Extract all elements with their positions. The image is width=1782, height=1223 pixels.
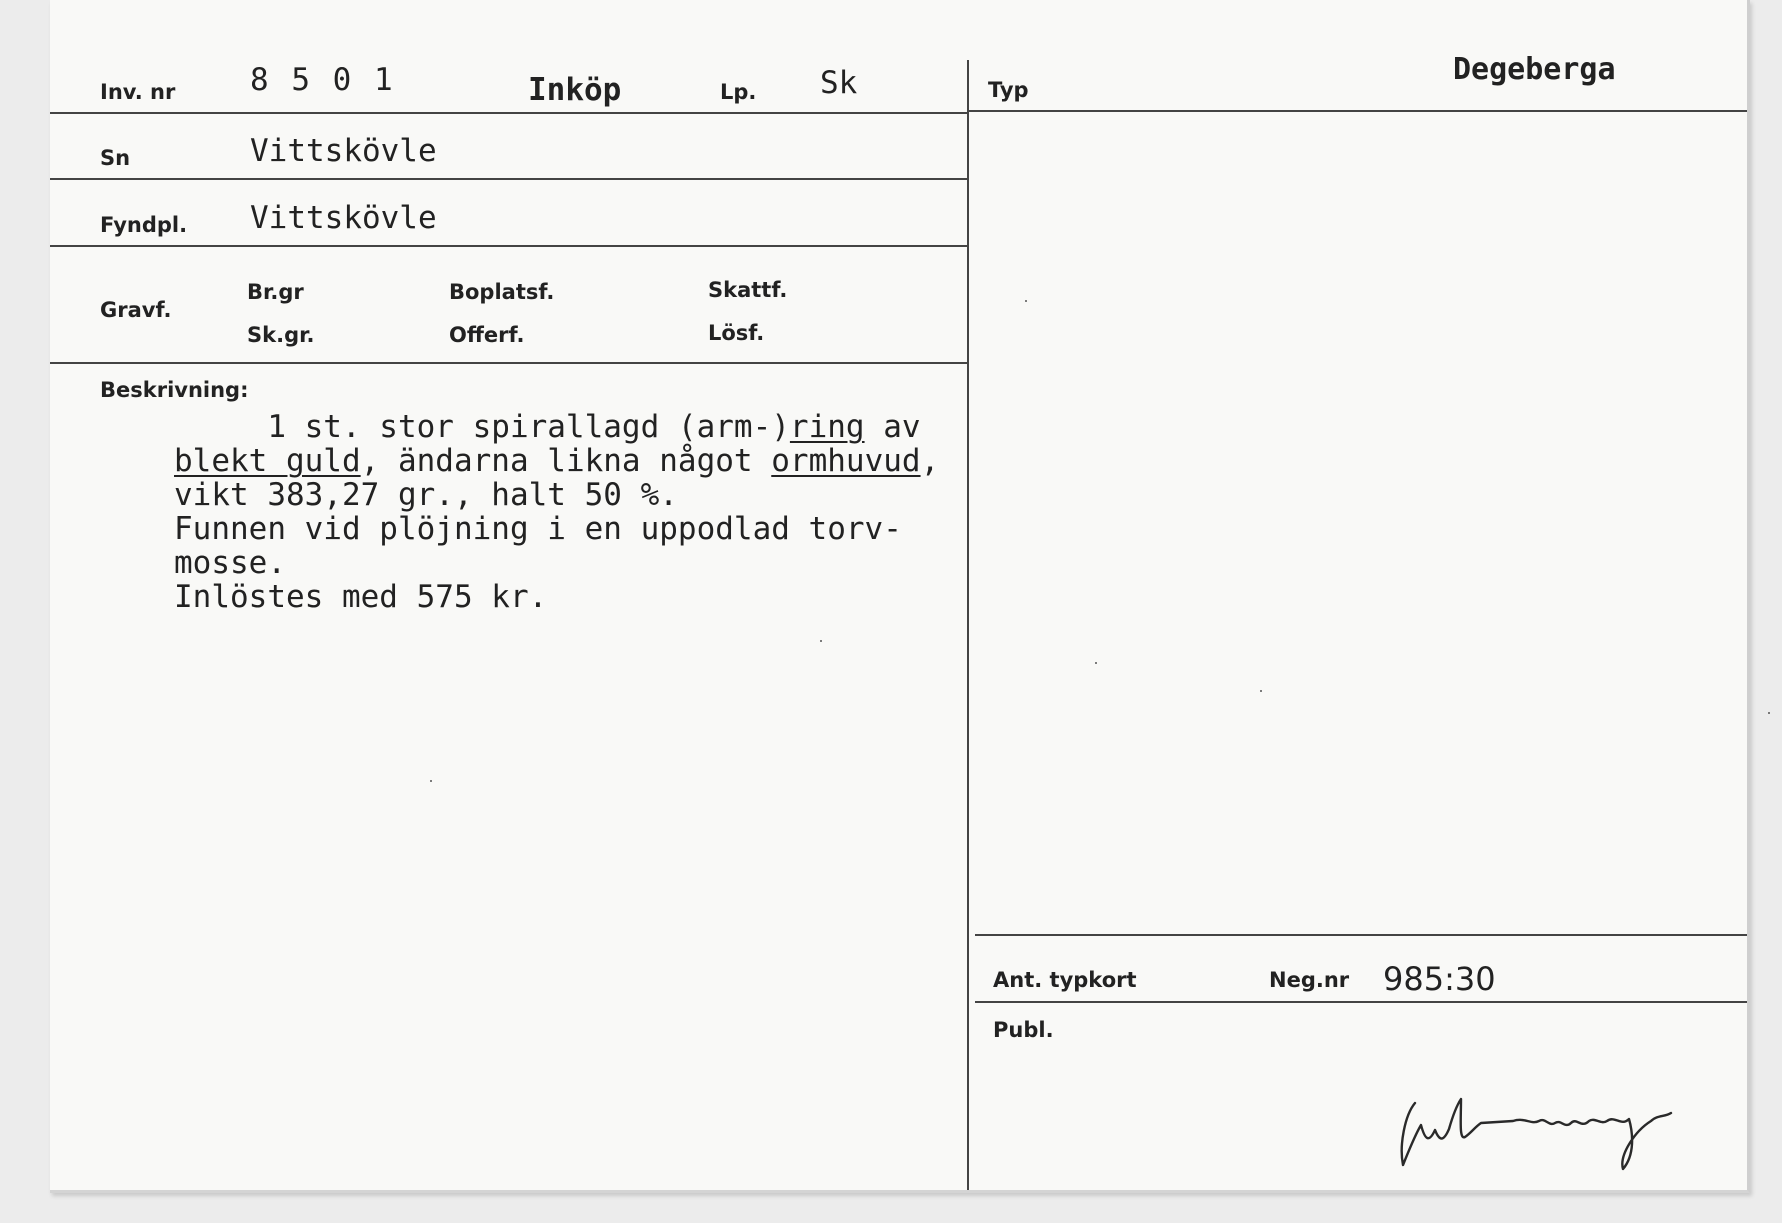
boplatsf-label: Boplatsf.	[449, 280, 555, 304]
skgr-label: Sk.gr.	[247, 323, 315, 347]
publ-label: Publ.	[993, 1018, 1054, 1042]
speck	[1095, 662, 1097, 664]
ant-typkort-label: Ant. typkort	[993, 968, 1137, 992]
rule-ant-top	[975, 934, 1747, 936]
description-text	[174, 410, 939, 614]
beskrivning-label: Beskrivning:	[100, 378, 249, 402]
offerf-label: Offerf.	[449, 323, 525, 347]
gravf-label: Gravf.	[100, 298, 172, 322]
fyndpl-value: Vittskövle	[250, 200, 437, 236]
speck	[820, 640, 822, 642]
description-line-3: vikt 383,27 gr., halt 50 %.	[174, 477, 678, 513]
inv-value: 8 5 0 1	[250, 62, 395, 98]
losf-label: Lösf.	[708, 321, 765, 345]
description-line-1: 1 st. stor spirallagd (arm-)ring av	[174, 409, 921, 445]
speck	[1768, 712, 1770, 714]
lp-value: Sk	[820, 65, 858, 101]
rule-ant-bottom	[975, 1001, 1747, 1003]
typ-label: Typ	[988, 78, 1029, 102]
sn-value: Vittskövle	[250, 133, 437, 169]
rule-sn	[50, 178, 967, 180]
rule-gravf	[50, 362, 967, 364]
column-divider	[967, 60, 969, 1190]
speck	[1025, 300, 1027, 302]
speck	[1260, 690, 1262, 692]
negnr-value: 985:30	[1383, 960, 1496, 998]
skattf-label: Skattf.	[708, 278, 788, 302]
inv-label: Inv. nr	[100, 80, 176, 104]
catalog-card	[50, 0, 1750, 1193]
description-line-6: Inlöstes med 575 kr.	[174, 579, 548, 615]
description-line-2: blekt guld, ändarna likna något ormhuvud,	[174, 443, 940, 479]
description-line-5: mosse.	[174, 545, 286, 581]
handwritten-signature	[1395, 1085, 1735, 1175]
fyndpl-label: Fyndpl.	[100, 213, 188, 237]
lp-label: Lp.	[720, 80, 757, 104]
rule-fyndpl	[50, 245, 967, 247]
rule-typ	[967, 110, 1747, 112]
description-line-4: Funnen vid plöjning i en uppodlad torv-	[174, 511, 902, 547]
brgr-label: Br.gr	[247, 280, 304, 304]
negnr-label: Neg.nr	[1269, 968, 1350, 992]
speck	[430, 780, 432, 782]
rule-inv	[50, 112, 967, 114]
acquisition-value: Inköp	[528, 72, 622, 108]
sn-label: Sn	[100, 146, 131, 170]
typ-value: Degeberga	[1453, 52, 1616, 87]
